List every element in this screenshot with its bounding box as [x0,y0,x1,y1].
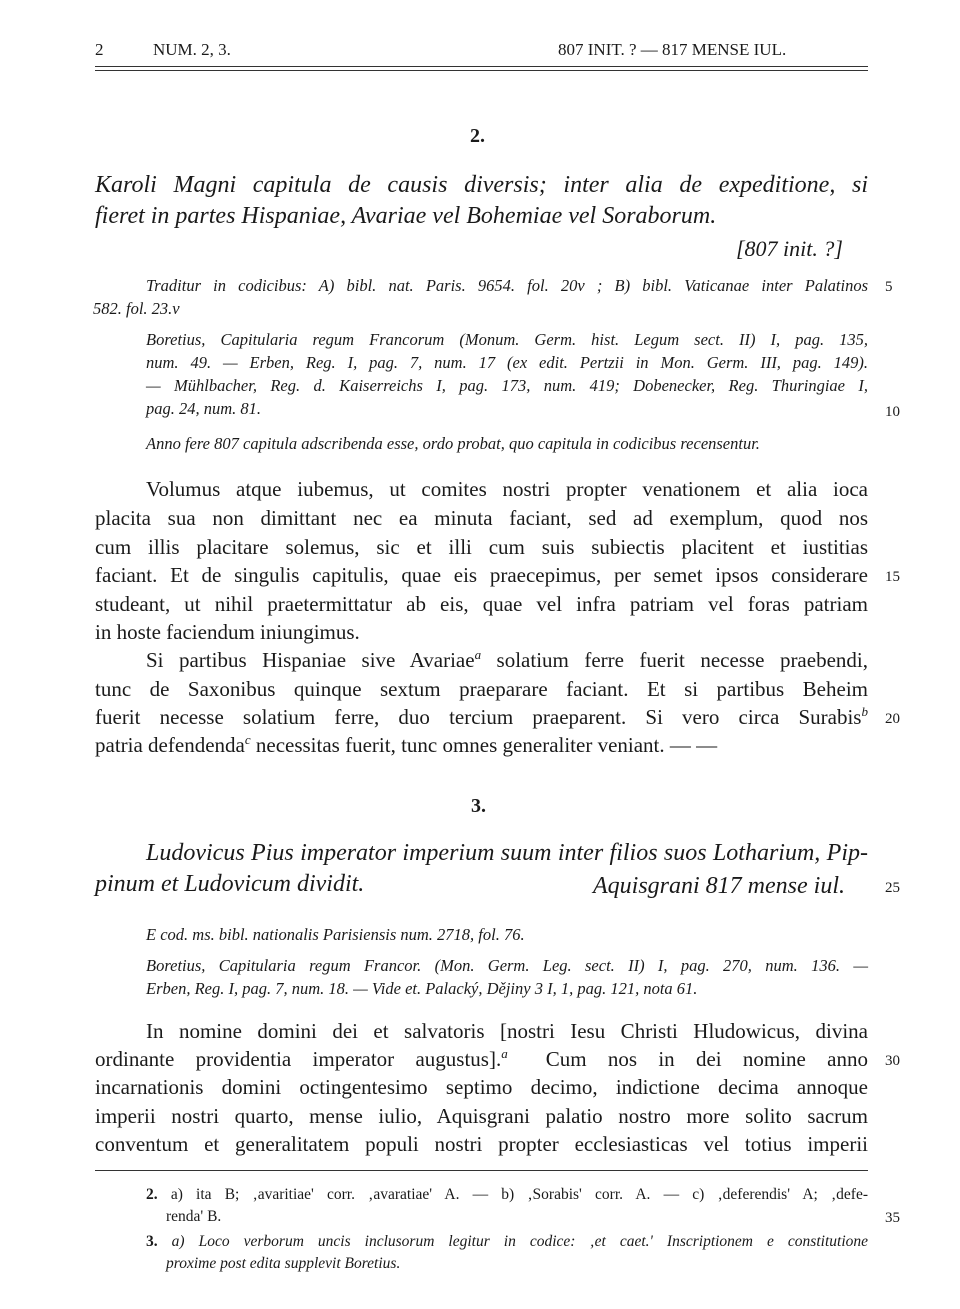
section-3-number: 3. [471,795,486,817]
section-2-tradition [93,274,868,320]
page-number: 2 [95,40,104,59]
edition-line: Boretius, Capitularia regum Francor. (Mon. Germ. Leg. sect. II) I, pag. 270, num. 136. — [146,956,868,975]
section-3-source: E cod. ms. bibl. nationalis Parisiensis num. 2718, fol. 76. [146,925,525,944]
section-3-title [146,838,868,869]
edition-line: pag. 24, num. 81. [146,399,262,418]
edition-line: — Mühlbacher, Reg. d. Kaiserreichs I, pag. 173, num. 419; Dobenecker, Reg. Thuringiae I, [146,376,868,395]
header-rule-double [95,70,868,71]
line-number: 20 [885,711,900,727]
section-3-title-line: pinum et Ludovicum dividit. [95,871,365,897]
footnote-line: renda' B. [166,1208,222,1225]
section-3-date: Aquisgrani 817 mense iul. [593,873,845,899]
line-number: 25 [885,880,900,896]
text-run: necessitas fuerit, tunc omnes generaliter veniant. — — [250,733,718,757]
footnote-mark: b [861,704,868,719]
footnote-mark: a [501,1046,508,1061]
text-run: solatium ferre fuerit necesse praebendi, [481,648,868,672]
text-run: Cum nos in dei nomine anno [545,1047,868,1071]
line-number: 30 [885,1053,900,1069]
body-line [146,648,868,673]
text-run: patria defendenda [95,733,245,757]
body-line: imperii nostri quarto, mense iulio, Aquisgrani palatio nostro more solito sacrum [95,1104,868,1128]
header-rule [95,66,868,67]
edition-line: Erben, Reg. I, pag. 7, num. 18. — Vide et. Palacký, Dějiny 3 I, 1, pag. 121, nota 61. [146,979,698,998]
footnote-text: a) ita B; ‚avaritiae' corr. ‚avaratiae' A. — b) ‚Sorabis' corr. A. — c) ‚deferendis' A; ‚defe- [170,1186,868,1203]
line-number: 5 [885,279,893,295]
running-title-left: NUM. 2, 3. [153,40,231,59]
text-run: Si partibus Hispaniae sive Avariae [146,648,475,672]
line-number: 35 [885,1210,900,1226]
text-run: fuerit necesse solatium ferre, duo tercium praeparent. Si vero circa Surabis [95,705,862,729]
body-line: incarnationis domini octingentesimo septimo decimo, indictione decima annoque [95,1075,868,1099]
section-2-title [95,170,868,232]
section-2-editions-cont [146,351,868,420]
body-line: cum illis placitare solemus, sic et illi cum suis subiectis placitent et iustitias [95,535,868,559]
body-line: tunc de Saxonibus quinque sextum praeparare faciant. Et si partibus Beheim [95,677,868,701]
footnote-line: proxime post edita supplevit Boretius. [166,1255,401,1272]
section-2-title-line: Karoli Magni capitula de causis diversis; inter alia de expeditione, si [95,172,868,198]
footnote-text: a) Loco verborum uncis inclusorum legitur in codice: ‚et caet.' Inscriptionem e constitutione [171,1233,869,1250]
footnote-mark: c [244,732,251,747]
section-2-date: [807 init. ?] [736,236,843,261]
text-run: ordinante providentia imperator augustus]. [95,1047,502,1071]
body-line [95,705,868,730]
body-line: studeant, ut nihil praetermittatur ab eis, quae vel infra patriam vel foras patriam [95,592,868,616]
section-2-note: Anno fere 807 capitula adscribenda esse, ordo probat, quo capitula in codicibus recensentur. [146,434,760,453]
line-number: 15 [885,569,900,585]
body-line: faciant. Et de singulis capitulis, quae eis praecepimus, per semet ipsos considerare [95,563,868,587]
body-line: placita sua non dimittant nec ea minuta faciant, sed ad exemplum, quod nos [95,506,868,530]
section-3-editions [146,954,868,1000]
section-3-title-line: Ludovicus Pius imperator imperium suum inter filios suos Lotharium, Pip- [146,840,868,866]
edition-line: Boretius, Capitularia regum Francorum (Monum. Germ. hist. Legum sect. II) I, pag. 135, [146,330,868,349]
body-line [95,1047,868,1072]
section-2-editions [146,328,868,351]
edition-line: num. 49. — Erben, Reg. I, pag. 7, num. 17 (ex edit. Pertzii in Mon. Germ. III, pag. 149). [146,353,868,372]
footnote-line [146,1184,868,1206]
footnote-rule [95,1170,868,1171]
body-line [95,733,868,758]
body-line: Volumus atque iubemus, ut comites nostri propter venationem et alia ioca [146,477,868,501]
body-line: in hoste faciendum iniungimus. [95,620,360,644]
body-line: In nomine domini dei et salvatoris [nostri Iesu Christi Hludowicus, divina [146,1019,868,1043]
tradition-line: Traditur in codicibus: A) bibl. nat. Paris. 9654. fol. 20v ; B) bibl. Vaticanae inter Palatinos [146,276,868,295]
line-number: 10 [885,404,900,420]
running-title-right: 807 INIT. ? — 817 MENSE IUL. [558,40,787,59]
footnote-number: 3. [146,1233,158,1250]
tradition-line: 582. fol. 23.v [93,299,180,318]
footnote-mark: a [474,647,482,662]
footnote-number: 2. [146,1186,158,1203]
footnote-line [146,1231,868,1253]
footnote-2 [146,1184,868,1228]
section-2-number: 2. [470,125,485,147]
body-line: conventum et generalitatem populi nostri propter ecclesiasticas vel totius imperii [95,1132,868,1156]
footnote-3 [146,1231,868,1275]
section-2-title-line: fieret in partes Hispaniae, Avariae vel Bohemiae vel Soraborum. [95,203,717,229]
